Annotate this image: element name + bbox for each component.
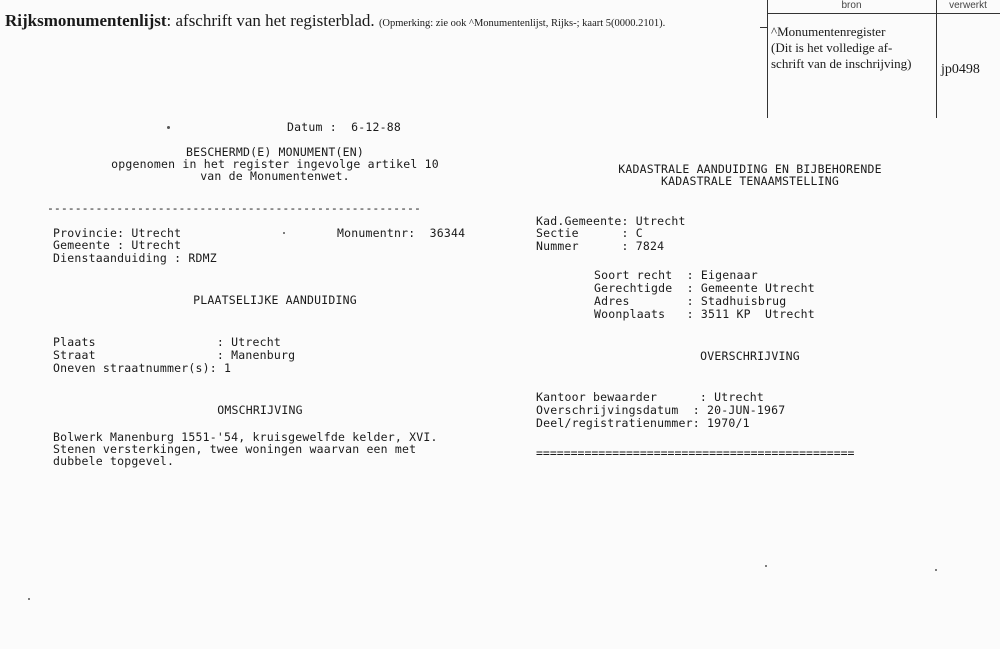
nummer-line: Nummer : 7824	[536, 239, 665, 253]
soort-recht-line: Soort recht : Eigenaar	[594, 268, 758, 282]
box-header-rule	[767, 13, 1000, 14]
page-title-rest: : afschrift van het registerblad.	[166, 11, 375, 30]
page-note: (Opmerking: zie ook ^Monumentenlijst, Rijks-; kaart 5(0000.2101).	[378, 18, 666, 29]
overschrijving-title: OVERSCHRIJVING	[700, 349, 800, 363]
omschrijving-title: OMSCHRIJVING	[217, 403, 303, 417]
bron-line: (Dit is het volledige af-	[771, 40, 893, 55]
box-divider	[936, 0, 937, 118]
omschrijving-line: Bolwerk Manenburg 1551-'54, kruisgewelfde kelder, XVI.	[53, 430, 438, 444]
omschrijving-line: dubbele topgevel.	[53, 454, 175, 468]
box-left-border	[767, 0, 768, 118]
oneven-line: Oneven straatnummer(s): 1	[53, 361, 232, 375]
scan-speck	[28, 598, 30, 600]
bullet-dot	[283, 232, 285, 234]
plaats-line: Plaats : Utrecht	[53, 335, 281, 349]
bron-text	[771, 24, 911, 72]
bron-line: ^Monumentenregister	[771, 24, 886, 39]
sectie-line: Sectie : C	[536, 226, 643, 240]
verwerkt-value: jp0498	[941, 62, 980, 77]
plaatselijke-title: PLAATSELIJKE AANDUIDING	[193, 293, 357, 307]
adres-line: Adres : Stadhuisbrug	[594, 294, 787, 308]
straat-line: Straat : Manenburg	[53, 348, 296, 362]
omschrijving-line: Stenen versterkingen, twee woningen waarvan een met	[53, 442, 417, 456]
monumentnr-line: Monumentnr: 36344	[337, 226, 466, 240]
datum-line: Datum : 6-12-88	[287, 120, 401, 134]
deel-line: Deel/registratienummer: 1970/1	[536, 416, 750, 430]
beschermd-title: BESCHERMD(E) MONUMENT(EN)	[185, 145, 365, 159]
verwerkt-label: verwerkt	[949, 0, 987, 11]
scan-speck	[765, 565, 767, 567]
woonplaats-line: Woonplaats : 3511 KP Utrecht	[594, 307, 815, 321]
bron-label: bron	[841, 0, 862, 11]
gerechtigde-line: Gerechtigde : Gemeente Utrecht	[594, 281, 815, 295]
double-rule-separator: ==============================================	[536, 446, 855, 460]
gemeente-line: Gemeente : Utrecht	[53, 238, 182, 252]
scan-speck	[935, 569, 937, 571]
kantoor-line: Kantoor bewaarder : Utrecht	[536, 390, 764, 404]
kadastrale-title: KADASTRALE TENAAMSTELLING	[660, 174, 840, 188]
kadastrale-title: KADASTRALE AANDUIDING EN BIJBEHORENDE	[618, 162, 882, 176]
page-title-bold: Rijksmonumentenlijst	[5, 11, 167, 30]
kad-gemeente-line: Kad.Gemeente: Utrecht	[536, 214, 686, 228]
opgenomen-line: opgenomen in het register ingevolge artikel 10	[111, 157, 439, 171]
dienst-line: Dienstaanduiding : RDMZ	[53, 251, 217, 265]
opgenomen-line: van de Monumentenwet.	[200, 169, 350, 183]
bullet-dot	[167, 126, 170, 129]
page-title	[5, 11, 665, 31]
dashed-separator: ------------------------------------------------------	[47, 201, 421, 215]
overschrijvingsdatum-line: Overschrijvingsdatum : 20-JUN-1967	[536, 403, 786, 417]
provincie-line: Provincie: Utrecht	[53, 226, 182, 240]
bron-line: schrift van de inschrijving)	[771, 56, 912, 71]
